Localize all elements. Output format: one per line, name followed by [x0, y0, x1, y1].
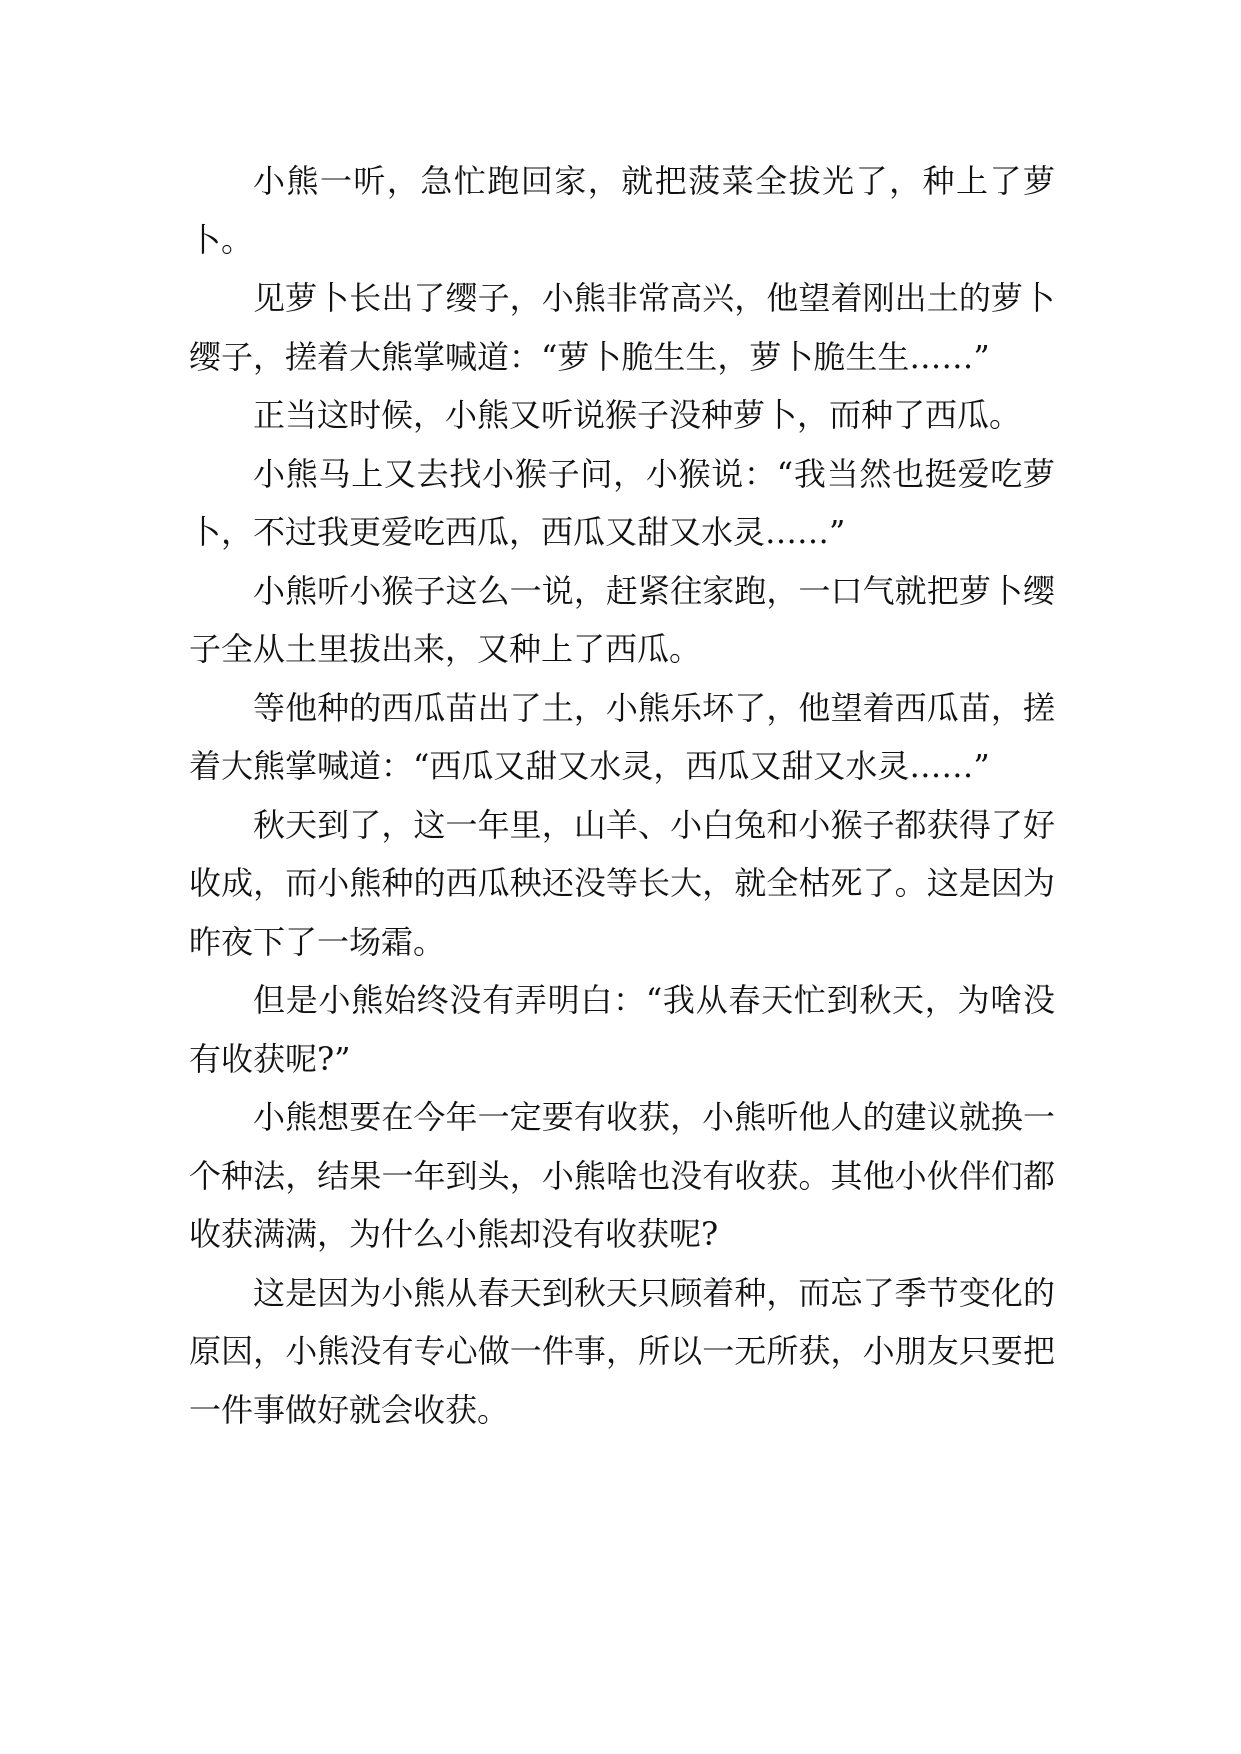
- document-body: [189, 152, 1055, 1439]
- paragraph-2: 见萝卜长出了缨子，小熊非常高兴，他望着刚出土的萝卜缨子，搓着大熊掌喊道：“萝卜脆生生，萝卜脆生生……”: [189, 279, 1055, 376]
- paragraph-9: 小熊想要在今年一定要有收获，小熊听他人的建议就换一个种法，结果一年到头，小熊啥也没有收获。其他小伙伴们都收获满满，为什么小熊却没有收获呢?: [189, 1098, 1055, 1253]
- paragraph-1: 小熊一听，急忙跑回家，就把菠菜全拔光了，种上了萝卜。: [189, 162, 1055, 259]
- paragraph-6: 等他种的西瓜苗出了土，小熊乐坏了，他望着西瓜苗，搓着大熊掌喊道：“西瓜又甜又水灵，西瓜又甜又水灵……”: [189, 688, 1055, 785]
- paragraph-10: 这是因为小熊从春天到秋天只顾着种，而忘了季节变化的原因，小熊没有专心做一件事，所以一无所获，小朋友只要把一件事做好就会收获。: [189, 1273, 1055, 1429]
- paragraph-7: 秋天到了，这一年里，山羊、小白兔和小猴子都获得了好收成，而小熊种的西瓜秧还没等长大，就全枯死了。这是因为昨夜下了一场霜。: [189, 805, 1055, 961]
- paragraph-8: 但是小熊始终没有弄明白：“我从春天忙到秋天，为啥没有收获呢?”: [189, 981, 1055, 1078]
- paragraph-4: 小熊马上又去找小猴子问，小猴说：“我当然也挺爱吃萝卜，不过我更爱吃西瓜，西瓜又甜又水灵……”: [189, 454, 1055, 551]
- paragraph-5: 小熊听小猴子这么一说，赶紧往家跑，一口气就把萝卜缨子全从土里拔出来，又种上了西瓜。: [189, 571, 1055, 668]
- paragraph-3: 正当这时候，小熊又听说猴子没种萝卜，而种了西瓜。: [253, 396, 1022, 434]
